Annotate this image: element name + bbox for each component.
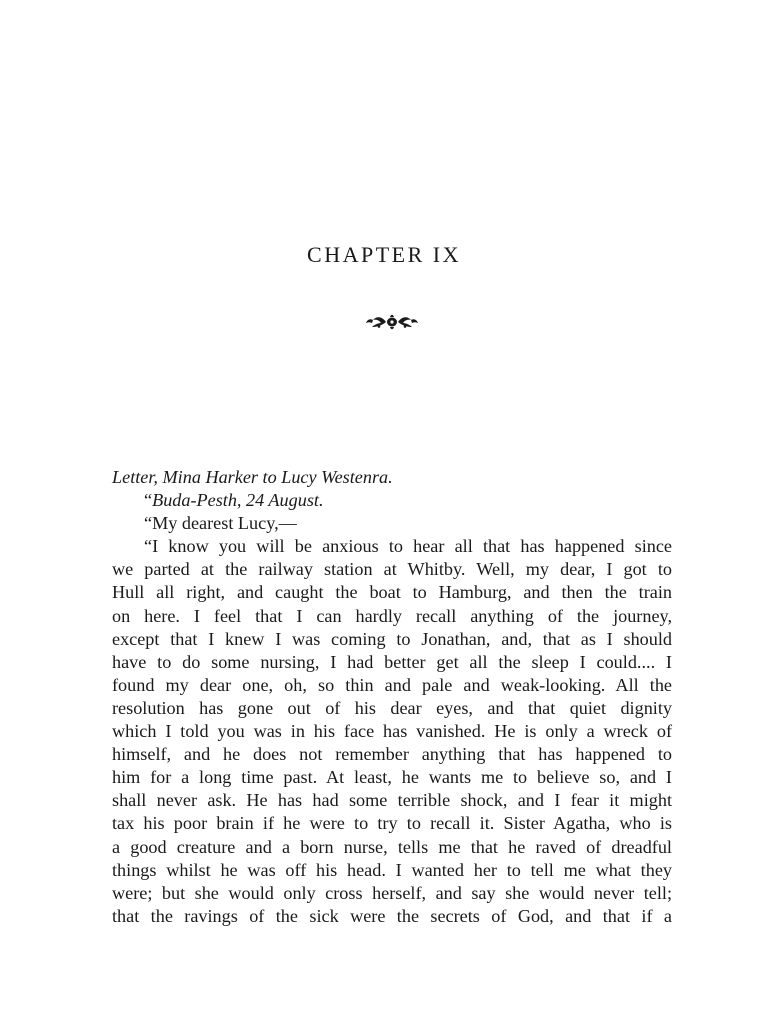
body-line: that the ravings of the sick were the secrets of God, and that if a <box>112 905 672 926</box>
body-line: except that I knew I was coming to Jonathan, and, that as I should <box>112 628 672 649</box>
body-line: tax his poor brain if he were to try to recall it. Sister Agatha, who is <box>112 813 672 834</box>
body-line: Hull all right, and caught the boat to Hamburg, and then the train <box>112 582 672 603</box>
dateline-open-quote: “ <box>144 490 153 511</box>
letter-dateline <box>112 489 672 512</box>
dateline-text: Buda-Pesth, 24 August. <box>152 490 324 511</box>
floral-ornament-icon <box>364 312 420 332</box>
body-line: were; but she would only cross herself, and say she would never tell; <box>112 882 672 903</box>
letter-heading: Letter, Mina Harker to Lucy Westenra. <box>112 467 393 487</box>
body-line: himself, and he does not remember anything that has happened to <box>112 744 672 765</box>
body-line: on here. I feel that I can hardly recall anything of the journey, <box>112 605 672 626</box>
body-line: which I told you was in his face has vanished. He is only a wreck of <box>112 721 672 742</box>
body-line: shall never ask. He has had some terrible shock, and I fear it might <box>112 790 672 811</box>
letter-salutation: “My dearest Lucy,— <box>144 513 297 534</box>
body-line: have to do some nursing, I had better get all the sleep I could.... I <box>112 651 672 672</box>
body-line: things whilst he was off his head. I wanted her to tell me what they <box>112 859 672 880</box>
body-line: found my dear one, oh, so thin and pale and weak-looking. All the <box>112 674 672 695</box>
body-line: resolution has gone out of his dear eyes, and that quiet dignity <box>112 697 672 718</box>
body-line: a good creature and a born nurse, tells me that he raved of dreadful <box>112 836 672 857</box>
chapter-title: CHAPTER IX <box>307 242 461 267</box>
body-line: we parted at the railway station at Whitby. Well, my dear, I got to <box>112 559 672 580</box>
letter-text <box>112 466 672 928</box>
body-line: “I know you will be anxious to hear all that has happened since <box>144 536 672 557</box>
body-line: him for a long time past. At least, he wants me to believe so, and I <box>112 767 672 788</box>
